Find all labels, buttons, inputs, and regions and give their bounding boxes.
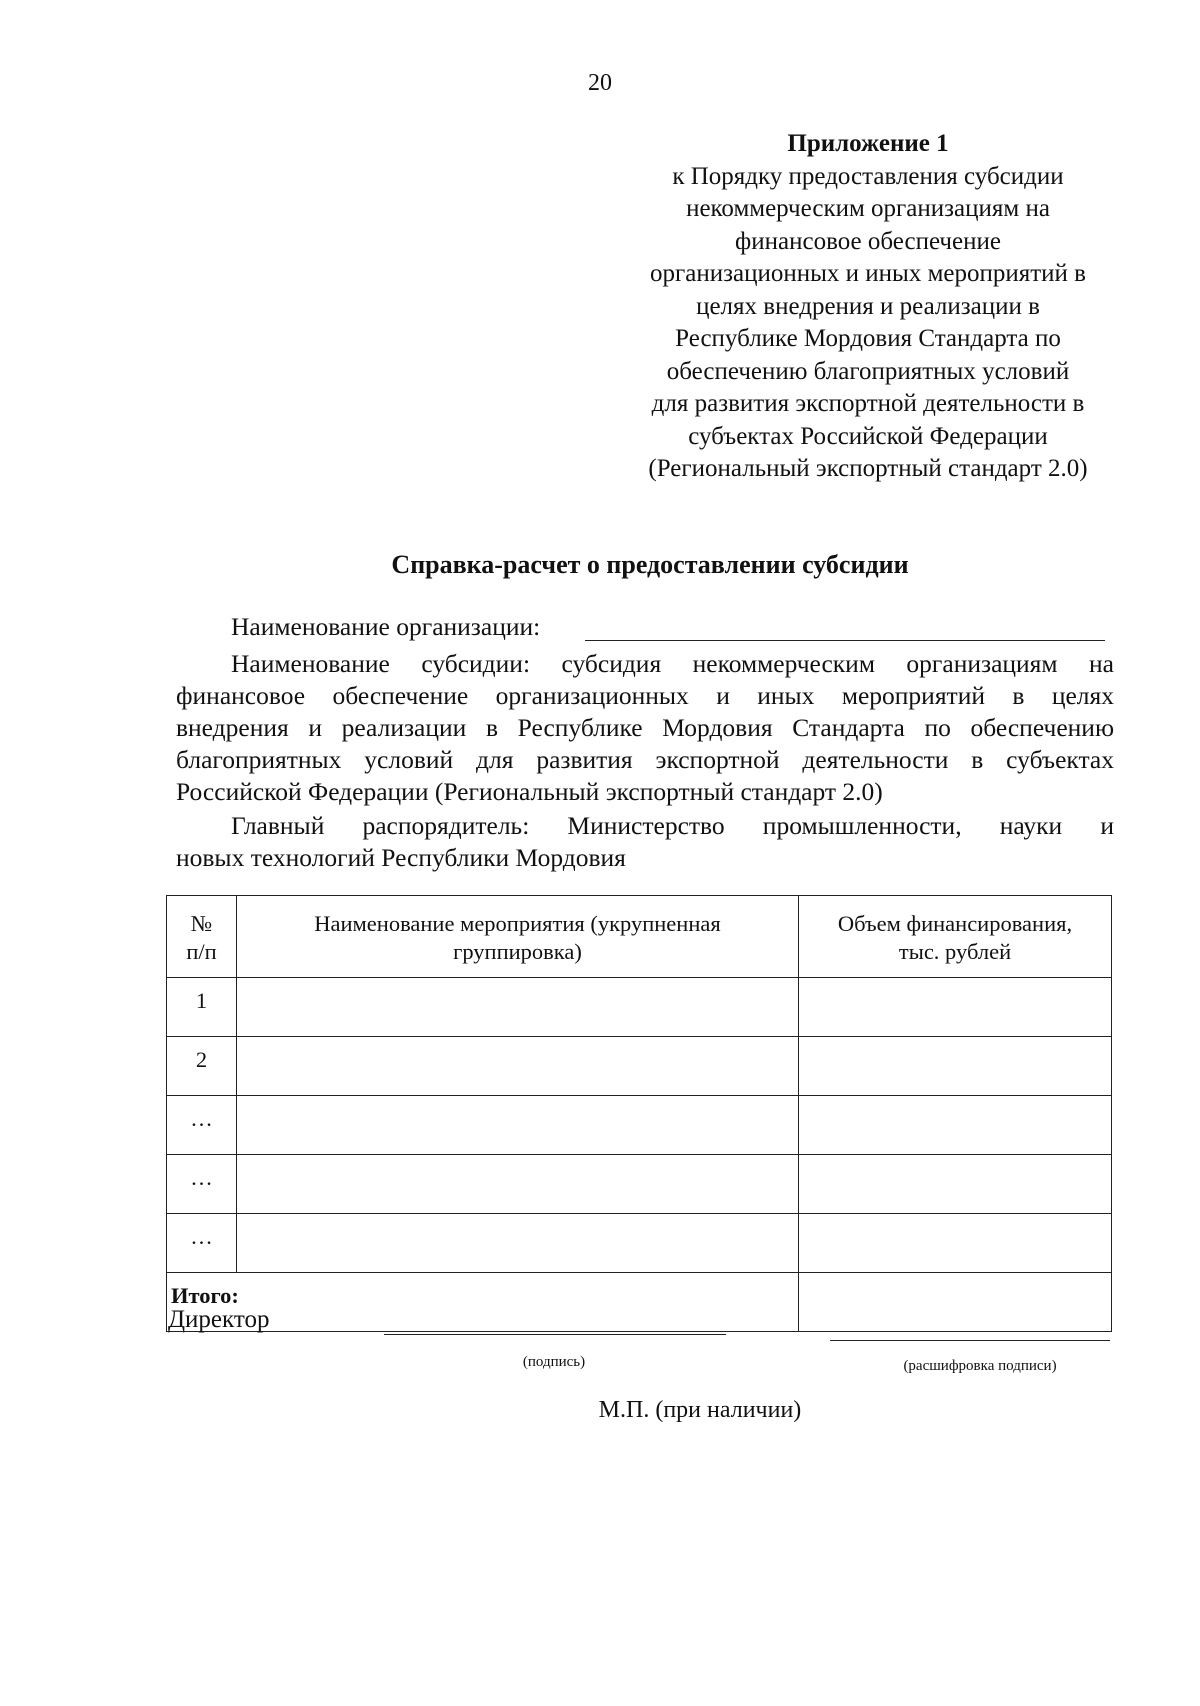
appendix-line: обеспечению благоприятных условий <box>666 357 1070 385</box>
table-row <box>167 1214 1112 1273</box>
appendix-line: некоммерческим организациям на <box>686 195 1050 222</box>
appendix-line: для развития экспортной деятельности в <box>651 390 1085 417</box>
organization-label: Наименование организации: <box>231 612 541 641</box>
signature-decoding-caption: (расшифровка подписи) <box>903 1358 1057 1374</box>
stamp-label: М.П. (при наличии) <box>598 1397 802 1423</box>
appendix-line: к Порядку предоставления субсидии <box>672 162 1064 190</box>
subsidy-table <box>166 895 1112 1332</box>
funding-cell[interactable] <box>799 1155 1112 1214</box>
manager-line: новых технологий Республики Мордовия <box>176 843 626 872</box>
funding-cell[interactable] <box>799 978 1112 1037</box>
event-cell[interactable] <box>237 1214 799 1273</box>
total-funding-cell[interactable] <box>799 1273 1112 1332</box>
appendix-line: Республике Мордовия Стандарта по <box>675 325 1061 352</box>
signature-caption: (подпись) <box>522 1354 586 1370</box>
subsidy-line: Российской Федерации (Региональный экспортный стандарт 2.0) <box>176 777 883 806</box>
subsidy-line: благоприятных условий для развития экспортной деятельности в субъектах <box>176 745 1114 774</box>
appendix-line: организационных и иных мероприятий в <box>650 260 1086 287</box>
manager-paragraph <box>176 810 1114 874</box>
total-label: Итого: <box>167 1273 799 1332</box>
event-cell[interactable] <box>237 978 799 1037</box>
table-row <box>167 1155 1112 1214</box>
header-number: № п/п <box>167 896 237 978</box>
document-title: Справка-расчет о предоставлении субсидии <box>391 550 909 579</box>
appendix-line: субъектах Российской Федерации <box>688 422 1048 450</box>
appendix-line: финансовое обеспечение <box>735 227 1001 255</box>
appendix-line: (Региональный экспортный стандарт 2.0) <box>648 455 1088 482</box>
appendix-heading: Приложение 1 <box>787 130 949 157</box>
event-cell[interactable] <box>237 1096 799 1155</box>
signature-line[interactable] <box>384 1334 726 1335</box>
subsidy-line: Наименование субсидии: субсидия некоммерческим организациям на <box>231 649 1114 678</box>
funding-cell[interactable] <box>799 1037 1112 1096</box>
funding-cell[interactable] <box>799 1096 1112 1155</box>
table-row <box>167 978 1112 1037</box>
table-row <box>167 1096 1112 1155</box>
subsidy-line: финансовое обеспечение организационных и иных мероприятий в целях <box>176 681 1114 710</box>
header-funding: Объем финансирования, тыс. рублей <box>799 896 1112 978</box>
manager-line: Главный распорядитель: Министерство промышленности, науки и <box>231 811 1114 840</box>
organization-field-line <box>585 640 1105 641</box>
subsidy-line: внедрения и реализации в Республике Мордовия Стандарта по обеспечению <box>176 713 1114 742</box>
table-row <box>167 1037 1112 1096</box>
director-label: Директор <box>168 1306 270 1333</box>
row-number: … <box>167 1096 237 1155</box>
subsidy-paragraph <box>176 648 1114 808</box>
row-number: 1 <box>167 978 237 1037</box>
page-number: 20 <box>588 70 612 96</box>
header-event-name: Наименование мероприятия (укрупненная группировка) <box>237 896 799 978</box>
appendix-line: целях внедрения и реализации в <box>696 292 1040 320</box>
appendix-block <box>618 128 1118 486</box>
event-cell[interactable] <box>237 1037 799 1096</box>
funding-cell[interactable] <box>799 1214 1112 1273</box>
row-number: … <box>167 1155 237 1214</box>
row-number: 2 <box>167 1037 237 1096</box>
table-header-row <box>167 896 1112 978</box>
signature-decoding-line[interactable] <box>830 1340 1110 1341</box>
row-number: … <box>167 1214 237 1273</box>
event-cell[interactable] <box>237 1155 799 1214</box>
table-total-row <box>167 1273 1112 1332</box>
